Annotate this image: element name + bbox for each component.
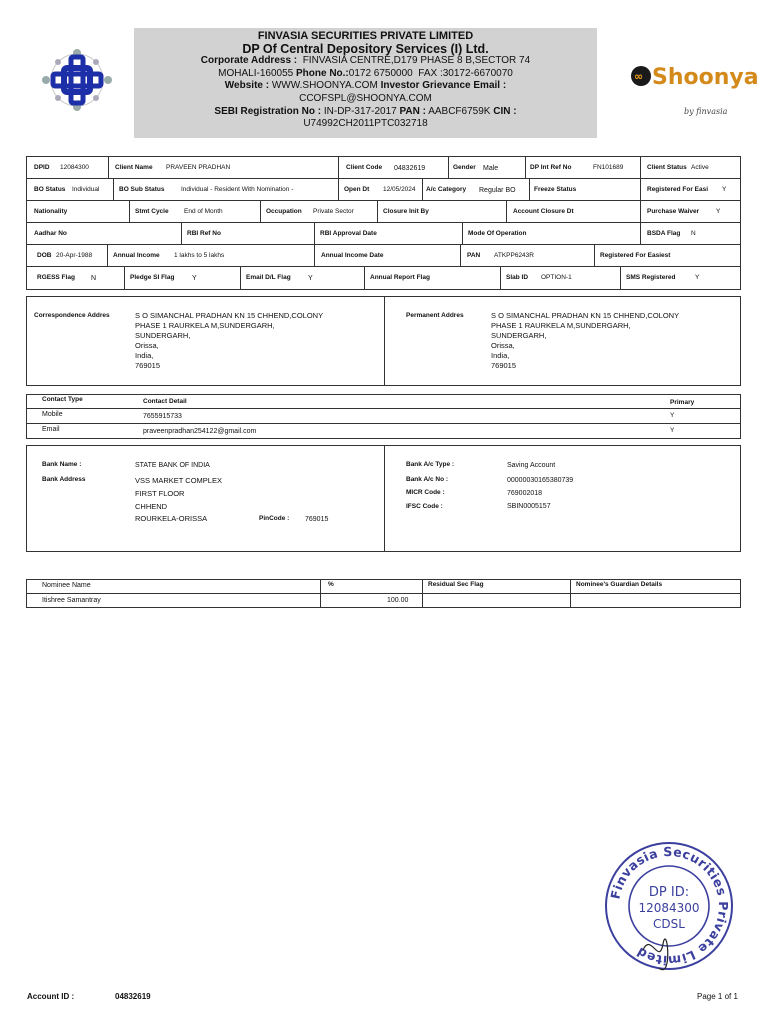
dp-name: DP Of Central Depository Services (I) Ltd.: [242, 41, 489, 56]
corr-address-lines: [135, 311, 323, 371]
aadhar-label: Aadhar No: [34, 230, 67, 237]
dp-int-ref-label: DP Int Ref No: [530, 164, 572, 171]
bank-ac-type-value: Saving Account: [507, 462, 556, 469]
bank-address-label: Bank Address: [42, 476, 86, 483]
bank-ac-no-value: 00000030165380739: [507, 477, 574, 484]
email-dl-value: Y: [308, 275, 313, 282]
dob-label: DOB: [37, 252, 52, 259]
contact-type-header: Contact Type: [42, 396, 83, 403]
rgess-label: RGESS Flag: [37, 274, 75, 281]
nominee-pct-value: 100.00: [387, 597, 409, 604]
slab-value: OPTION-1: [541, 274, 572, 281]
company-pan: AABCF6759K: [428, 105, 491, 117]
bank-address-line: VSS MARKET COMPLEX: [135, 476, 222, 485]
occupation-value: Private Sector: [313, 208, 354, 215]
account-id-label: Account ID :: [27, 992, 75, 1001]
mode-op-label: Mode Of Operation: [468, 230, 527, 237]
bo-sub-status-value: Individual - Resident With Nomination -: [181, 186, 294, 193]
corr-line: PHASE 1 RAURKELA M,SUNDERGARH,: [135, 321, 275, 330]
bank-name-value: STATE BANK OF INDIA: [135, 462, 210, 469]
ifsc-label: IFSC Code :: [406, 503, 443, 510]
cin-label: CIN :: [493, 105, 517, 117]
page-number: Page 1 of 1: [697, 992, 738, 1001]
perm-line: Orissa,: [491, 341, 515, 350]
residual-header: Residual Sec Flag: [428, 581, 484, 588]
website: WWW.SHOONYA.COM: [271, 80, 378, 92]
stmt-cycle-value: End of Month: [184, 208, 223, 215]
nominee-name-header: Nominee Name: [42, 582, 91, 589]
grievance-email: CCOFSPL@SHOONYA.COM: [299, 92, 432, 104]
company-name: FINVASIA SECURITIES PRIVATE LIMITED: [257, 30, 474, 42]
purchase-waiver-value: Y: [716, 208, 721, 215]
stamp-graphic: [603, 840, 735, 972]
cin: U74992CH2011PTC032718: [303, 118, 428, 130]
perm-address-label: Permanent Addres: [406, 312, 464, 319]
contacts-table: [26, 394, 741, 439]
dpid-value: 12084300: [60, 164, 89, 171]
bank-address-line: FIRST FLOOR: [135, 488, 185, 498]
ac-category-value: Regular BO: [479, 187, 516, 194]
purchase-waiver-label: Purchase Waiver: [647, 208, 700, 215]
corp-address-1: FINVASIA CENTRE,D179 PHASE 8 B,SECTOR 74: [302, 55, 531, 67]
slab-label: Slab ID: [506, 274, 529, 281]
shoonya-brand: Shoonya: [652, 65, 759, 90]
client-code-value: 04832619: [394, 165, 426, 172]
perm-line: PHASE 1 RAURKELA M,SUNDERGARH,: [491, 321, 631, 330]
annual-report-label: Annual Report Flag: [370, 274, 430, 281]
gender-label: Gender: [453, 164, 476, 171]
perm-line: S O SIMANCHAL PRADHAN KN 15 CHHEND,COLONY: [491, 311, 680, 320]
reg-easi-label: Registered For Easi: [647, 186, 709, 193]
bsda-value: N: [691, 230, 696, 237]
rbi-ref-label: RBI Ref No: [187, 230, 221, 237]
pledge-value: Y: [192, 275, 197, 282]
pan-label: PAN: [467, 252, 481, 259]
perm-line: India,: [491, 351, 510, 360]
bank-name-label: Bank Name :: [42, 461, 82, 468]
bo-status-label: BO Status: [34, 186, 66, 193]
stamp-line-1: DP ID:: [648, 885, 690, 900]
pincode-value: 769015: [305, 516, 329, 523]
guardian-header: Nominee's Guardian Details: [576, 581, 663, 588]
contact-detail-header: Contact Detail: [143, 398, 187, 405]
sms-label: SMS Registered: [626, 274, 676, 281]
freeze-status-label: Freeze Status: [534, 186, 577, 193]
nationality-label: Nationality: [34, 208, 68, 215]
stamp-ring-text: Finvasia Securities Private Limited: [607, 843, 732, 969]
reg-easiest-label: Registered For Easiest: [600, 252, 671, 259]
rbi-approval-label: RBI Approval Date: [320, 230, 377, 237]
dp-int-ref-value: FN101689: [593, 164, 624, 171]
primary-header: Primary: [670, 399, 695, 406]
corr-line: SUNDERGARH,: [135, 331, 191, 340]
open-dt-value: 12/05/2024: [383, 186, 416, 193]
stamp-line-3: CDSL: [653, 917, 685, 931]
bo-status-value: Individual: [72, 186, 100, 193]
corr-line: 769015: [135, 361, 161, 370]
account-closure-label: Account Closure Dt: [513, 208, 574, 215]
contact-type-email: Email: [42, 426, 60, 433]
perm-line: 769015: [491, 361, 517, 370]
account-id-value: 04832619: [115, 992, 151, 1001]
contact-primary-mobile: Y: [670, 412, 675, 419]
bank-address-line: ROURKELA-ORISSA: [135, 514, 208, 524]
bsda-label: BSDA Flag: [647, 230, 681, 237]
sms-value: Y: [695, 274, 700, 281]
corp-address-label: Corporate Address :: [200, 55, 298, 67]
nominee-name-value: Itishree Samantray: [42, 597, 101, 604]
micr-label: MICR Code :: [406, 489, 445, 496]
bank-ac-type-label: Bank A/c Type :: [406, 461, 455, 468]
phone-label: Phone No.:: [295, 67, 349, 79]
fax-label: FAX :: [418, 67, 443, 79]
grievance-label: Investor Grievance Email :: [380, 80, 507, 92]
rgess-value: N: [91, 275, 97, 282]
contact-detail-mobile: 7655915733: [143, 413, 182, 420]
email-dl-label: Email D/L Flag: [246, 274, 291, 281]
sebi-no: IN-DP-317-2017: [323, 105, 397, 117]
dp-stamp: [603, 840, 735, 972]
annual-income-value: 1 lakhs to 5 lakhs: [174, 252, 225, 259]
micr-value: 769002018: [507, 490, 543, 497]
perm-address-lines: [491, 311, 679, 371]
client-code-label: Client Code: [346, 164, 383, 171]
pincode-label: PinCode :: [259, 515, 290, 522]
company-header: [134, 28, 597, 138]
corr-line: S O SIMANCHAL PRADHAN KN 15 CHHEND,COLONY: [135, 311, 324, 320]
ifsc-value: SBIN0005157: [507, 503, 551, 510]
client-name-value: PRAVEEN PRADHAN: [166, 164, 231, 171]
dob-value: 20-Apr-1988: [56, 252, 93, 259]
client-name-label: Client Name: [115, 164, 153, 171]
pledge-label: Pledge SI Flag: [130, 274, 175, 281]
shoonya-logo: [628, 44, 759, 118]
bank-address-line: CHHEND: [135, 501, 168, 511]
corp-address-2: MOHALI-160055: [218, 67, 294, 79]
bank-address-lines: [135, 475, 222, 526]
bo-sub-status-label: BO Sub Status: [119, 186, 165, 193]
perm-line: SUNDERGARH,: [491, 331, 547, 340]
contact-primary-email: Y: [670, 427, 675, 434]
corr-line: India,: [135, 351, 154, 360]
bank-ac-no-label: Bank A/c No :: [406, 476, 449, 483]
contact-detail-email: praveenpradhan254122@gmail.com: [143, 428, 257, 435]
cdsl-logo: [34, 44, 120, 116]
svg-text:∞: ∞: [634, 70, 644, 83]
occupation-label: Occupation: [266, 208, 302, 215]
client-details-table: [26, 156, 741, 290]
open-dt-label: Open Dt: [344, 186, 370, 193]
closure-init-label: Closure Init By: [383, 208, 429, 215]
client-status-value: Active: [691, 164, 709, 171]
gender-value: Male: [483, 165, 499, 172]
nominee-pct-header: %: [328, 581, 334, 588]
annual-income-label: Annual Income: [113, 252, 160, 259]
stmt-cycle-label: Stmt Cycle: [135, 208, 169, 215]
sebi-label: SEBI Registration No :: [214, 105, 322, 117]
pan-value: ATKPP6243R: [494, 252, 534, 259]
fax: 30172-6670070: [442, 67, 513, 79]
stamp-line-2: 12084300: [638, 901, 700, 915]
client-status-label: Client Status: [647, 164, 687, 171]
contact-type-mobile: Mobile: [42, 411, 63, 418]
phone: 0172 6750000: [348, 67, 413, 79]
corr-line: Orissa,: [135, 341, 159, 350]
website-label: Website :: [224, 80, 270, 92]
reg-easi-value: Y: [722, 186, 727, 193]
annual-income-date-label: Annual Income Date: [321, 252, 384, 259]
corr-address-label: Correspondence Addres: [34, 312, 110, 319]
dpid-label: DPID: [34, 164, 50, 171]
pan-label: PAN :: [399, 105, 426, 117]
ac-category-label: A/c Category: [426, 186, 467, 193]
shoonya-by: by finvasia: [684, 107, 728, 116]
